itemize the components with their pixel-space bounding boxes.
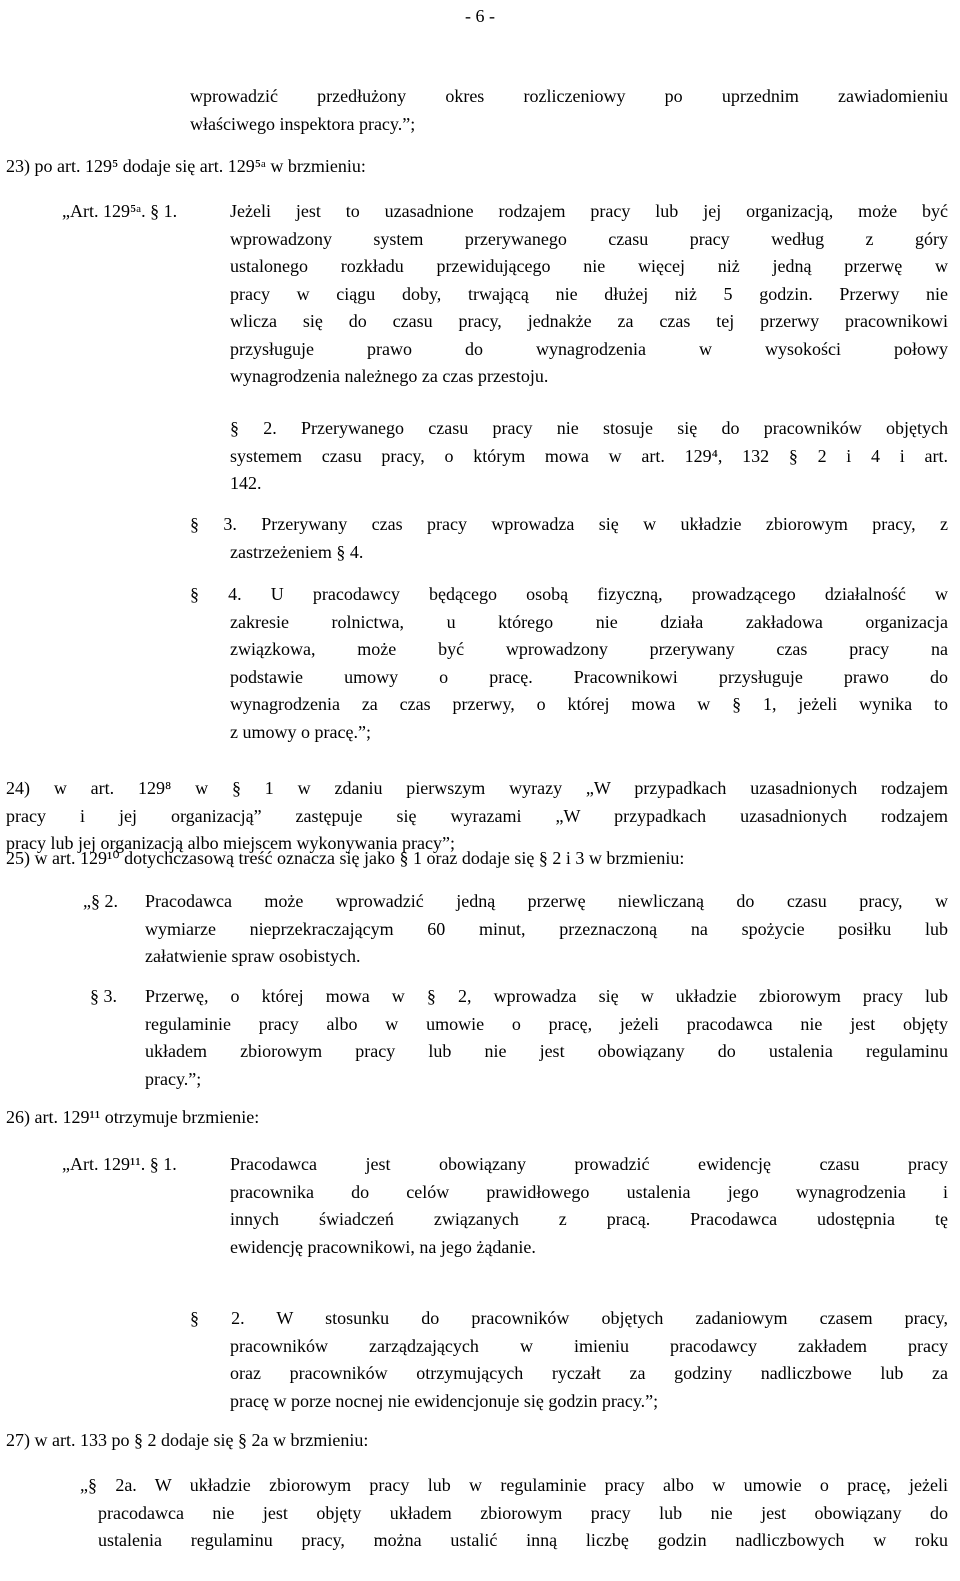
text-block-p23-head [6,153,906,181]
text-line: regulaminie pracy albo w umowie o pracę, jeżeli pracodawca nie jest objęty [145,1013,948,1034]
text-line: Przerwę, o której mowa w § 2, wprowadza się w układzie zbiorowym pracy lub [145,986,948,1006]
text-line: „§ 2a. W układzie zbiorowym pracy lub w regulaminie pracy albo w umowie o pracę, jeżeli [80,1475,948,1495]
text-line: związkowa, może być wprowadzony przerywany czas pracy na [230,639,948,659]
text-block-art129-5a-2 [190,415,948,498]
text-line: Pracodawca jest obowiązany prowadzić ewidencję czasu pracy [230,1154,948,1174]
text-block-art129-11-1 [230,1151,948,1261]
text-line: oraz pracowników otrzymujących ryczałt za godziny nadliczbowe lub za [230,1363,948,1383]
text-block-p26-head [6,1104,906,1132]
text-line: wynagrodzenia za czas przerwy, o której mowa w § 1, jeżeli wynika to [230,694,948,714]
text-line: § 3. Przerywany czas pracy wprowadza się w układzie zbiorowym pracy, z [190,514,948,534]
text-line: pracowników zarządzających w imieniu pracodawcy zakładem pracy [230,1335,948,1356]
text-line: ustalenia regulaminu pracy, można ustalić inną liczbę godzin nadliczbowych w roku [98,1530,948,1550]
text-line: właściwego inspektora pracy.”; [190,113,416,134]
text-line: pracy.”; [145,1068,202,1089]
text-block-art129-5a-1 [230,198,948,391]
text-block-art129-5a-4 [190,581,948,746]
text-block-art129-5a-3 [190,511,948,566]
text-line: pracownika do celów prawidłowego ustalenia jego wynagrodzenia i [230,1181,948,1202]
text-line: przysługuje prawo do wynagrodzenia w wysokości połowy [230,338,948,359]
text-line: 23) po art. 129⁵ dodaje się art. 129⁵ᵃ w brzmieniu: [6,156,366,176]
text-line: systemem czasu pracy, o którym mowa w art. 129⁴, 132 § 2 i 4 i art. [230,445,948,466]
text-line: pracodawca nie jest objęty układem zbiorowym pracy lub nie jest obowiązany do [98,1502,948,1523]
text-line: ewidencję pracownikowi, na jego żądanie. [230,1236,536,1257]
text-line: wymiarze nieprzekraczającym 60 minut, przeznaczoną na spożycie posiłku lub [145,918,948,939]
text-line: pracę w porze nocnej nie ewidencjonuje się godzin pracy.”; [230,1390,659,1411]
provision-lead: § 3. [90,986,117,1006]
text-line: innych świadczeń związanych z pracą. Pracodawca udostępnia tę [230,1209,948,1229]
page-number: - 6 - [465,6,495,26]
text-line: podstawie umowy o pracę. Pracownikowi przysługuje prawo do [230,666,948,687]
text-line: wprowadzony system przerywanego czasu pracy według z góry [230,228,948,249]
provision-lead: „Art. 129¹¹. § 1. [62,1154,177,1174]
provision-lead: „§ 2. [83,891,118,911]
text-line: 25) w art. 129¹⁰ dotychczasową treść oznacza się jako § 1 oraz dodaje się § 2 i 3 w brzmieniu: [6,848,685,868]
text-line: 24) w art. 129⁸ w § 1 w zdaniu pierwszym wyrazy „W przypadkach uzasadnionych rodzajem [6,778,948,798]
text-block-p25-head [6,845,948,873]
text-line: § 2. Przerywanego czasu pracy nie stosuje się do pracowników objętych [230,418,948,438]
text-line: wprowadzić przedłużony okres rozliczeniowy po uprzednim zawiadomieniu [190,86,948,106]
text-line: pracy lub jej organizacją albo miejscem wykonywania pracy”; [6,833,455,853]
text-line: wynagrodzenia należnego za czas przestoju. [230,366,549,386]
text-block-art129-11-2 [190,1305,948,1415]
text-line: z umowy o pracę.”; [230,721,371,742]
text-line: załatwienie spraw osobistych. [145,946,361,966]
text-line: Jeżeli jest to uzasadnione rodzajem pracy lub jej organizacją, może być [230,201,948,221]
text-block-intro [190,83,948,138]
text-block-p27-2a [80,1472,948,1555]
text-block-p25-2 [145,888,948,971]
text-line: układem zbiorowym pracy lub nie jest obowiązany do ustalenia regulaminu [145,1041,948,1061]
provision-lead: „Art. 129⁵ᵃ. § 1. [62,201,178,221]
text-line: ustalonego rozkładu przewidującego nie więcej niż jedną przerwę w [230,256,948,276]
text-line: pracy i jej organizacją” zastępuje się wyrazami „W przypadkach uzasadnionych rodzajem [6,805,948,826]
text-line: zakresie rolnictwa, u którego nie działa zakładowa organizacja [230,611,948,632]
text-block-p27-head [6,1427,906,1455]
text-line: Pracodawca może wprowadzić jedną przerwę niewliczaną do czasu pracy, w [145,891,948,911]
text-line: pracy w ciągu doby, trwającą nie dłużej niż 5 godzin. Przerwy nie [230,283,948,304]
text-line: 142. [230,473,262,493]
text-block-p25-3 [145,983,948,1093]
text-line: § 4. U pracodawcy będącego osobą fizyczną, prowadzącego działalność w [190,584,948,604]
text-line: 26) art. 129¹¹ otrzymuje brzmienie: [6,1107,260,1127]
text-line: wlicza się do czasu pracy, jednakże za czas tej przerwy pracownikowi [230,311,948,331]
text-line: 27) w art. 133 po § 2 dodaje się § 2a w brzmieniu: [6,1430,369,1450]
text-line: zastrzeżeniem § 4. [230,541,364,562]
text-line: § 2. W stosunku do pracowników objętych zadaniowym czasem pracy, [190,1308,948,1328]
